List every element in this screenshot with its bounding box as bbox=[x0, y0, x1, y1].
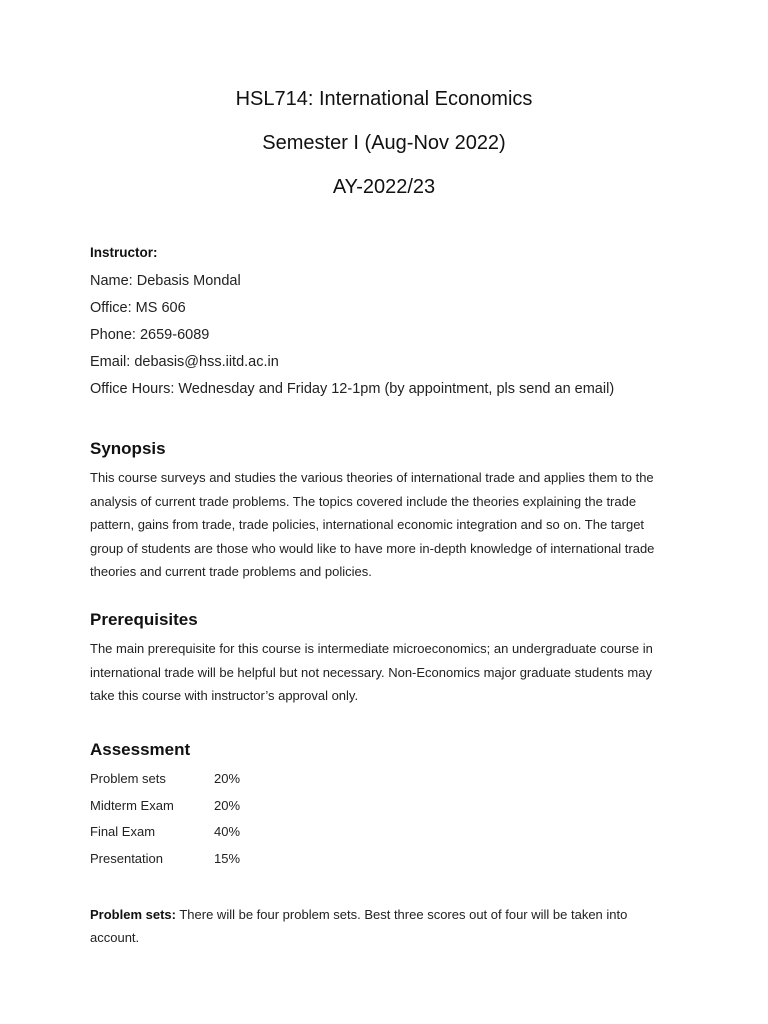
problem-sets-note bbox=[90, 903, 680, 949]
assessment-item: Problem sets bbox=[90, 771, 166, 786]
assessment-weight: 15% bbox=[214, 850, 241, 866]
assessment-row bbox=[90, 822, 690, 849]
assessment-weight: 40% bbox=[214, 824, 241, 839]
assessment-row bbox=[90, 849, 690, 876]
instructor-block bbox=[90, 245, 614, 406]
instructor-name: Name: Debasis Mondal bbox=[90, 273, 241, 289]
assessment-item: Midterm Exam bbox=[90, 797, 174, 813]
synopsis-text: This course surveys and studies the various theories of international trade and applies them to the analysis of current trade problems. The topics covered include the theories explaining the trade pattern, gains from trade, trade policies, international economic integration and so on. The target group of students are those who would like to have more in-depth knowledge of international trade theories and current trade problems and policies. bbox=[90, 470, 655, 579]
instructor-office-hours: Office Hours: Wednesday and Friday 12-1pm (by appointment, pls send an email) bbox=[90, 381, 615, 397]
assessment-row bbox=[90, 796, 690, 823]
prerequisites-heading: Prerequisites bbox=[90, 610, 198, 629]
synopsis-section bbox=[90, 438, 690, 584]
problem-sets-label: Problem sets: bbox=[90, 907, 176, 922]
academic-year-line: AY-2022/23 bbox=[332, 176, 436, 198]
prerequisites-section bbox=[90, 609, 690, 708]
assessment-heading: Assessment bbox=[90, 740, 191, 759]
assessment-row bbox=[90, 769, 690, 796]
instructor-email: Email: debasis@hss.iitd.ac.in bbox=[90, 354, 279, 370]
assessment-item: Final Exam bbox=[90, 824, 156, 839]
instructor-heading: Instructor: bbox=[90, 245, 158, 260]
assessment-weight: 20% bbox=[214, 771, 241, 786]
assessment-table bbox=[90, 769, 690, 875]
instructor-phone: Phone: 2659-6089 bbox=[90, 327, 210, 343]
semester-line: Semester I (Aug-Nov 2022) bbox=[262, 132, 506, 154]
assessment-section bbox=[90, 739, 690, 875]
assessment-weight: 20% bbox=[214, 797, 241, 813]
synopsis-heading: Synopsis bbox=[90, 439, 166, 458]
course-title: HSL714: International Economics bbox=[235, 88, 533, 110]
assessment-item: Presentation bbox=[90, 850, 163, 866]
instructor-office: Office: MS 606 bbox=[90, 300, 186, 316]
prerequisites-text: The main prerequisite for this course is intermediate microeconomics; an undergraduate course in international trade will be helpful but not necessary. Non-Economics major graduate students may take this course with instructor’s approval only. bbox=[90, 641, 653, 703]
problem-sets-text: There will be four problem sets. Best three scores out of four will be taken into account. bbox=[90, 907, 628, 945]
